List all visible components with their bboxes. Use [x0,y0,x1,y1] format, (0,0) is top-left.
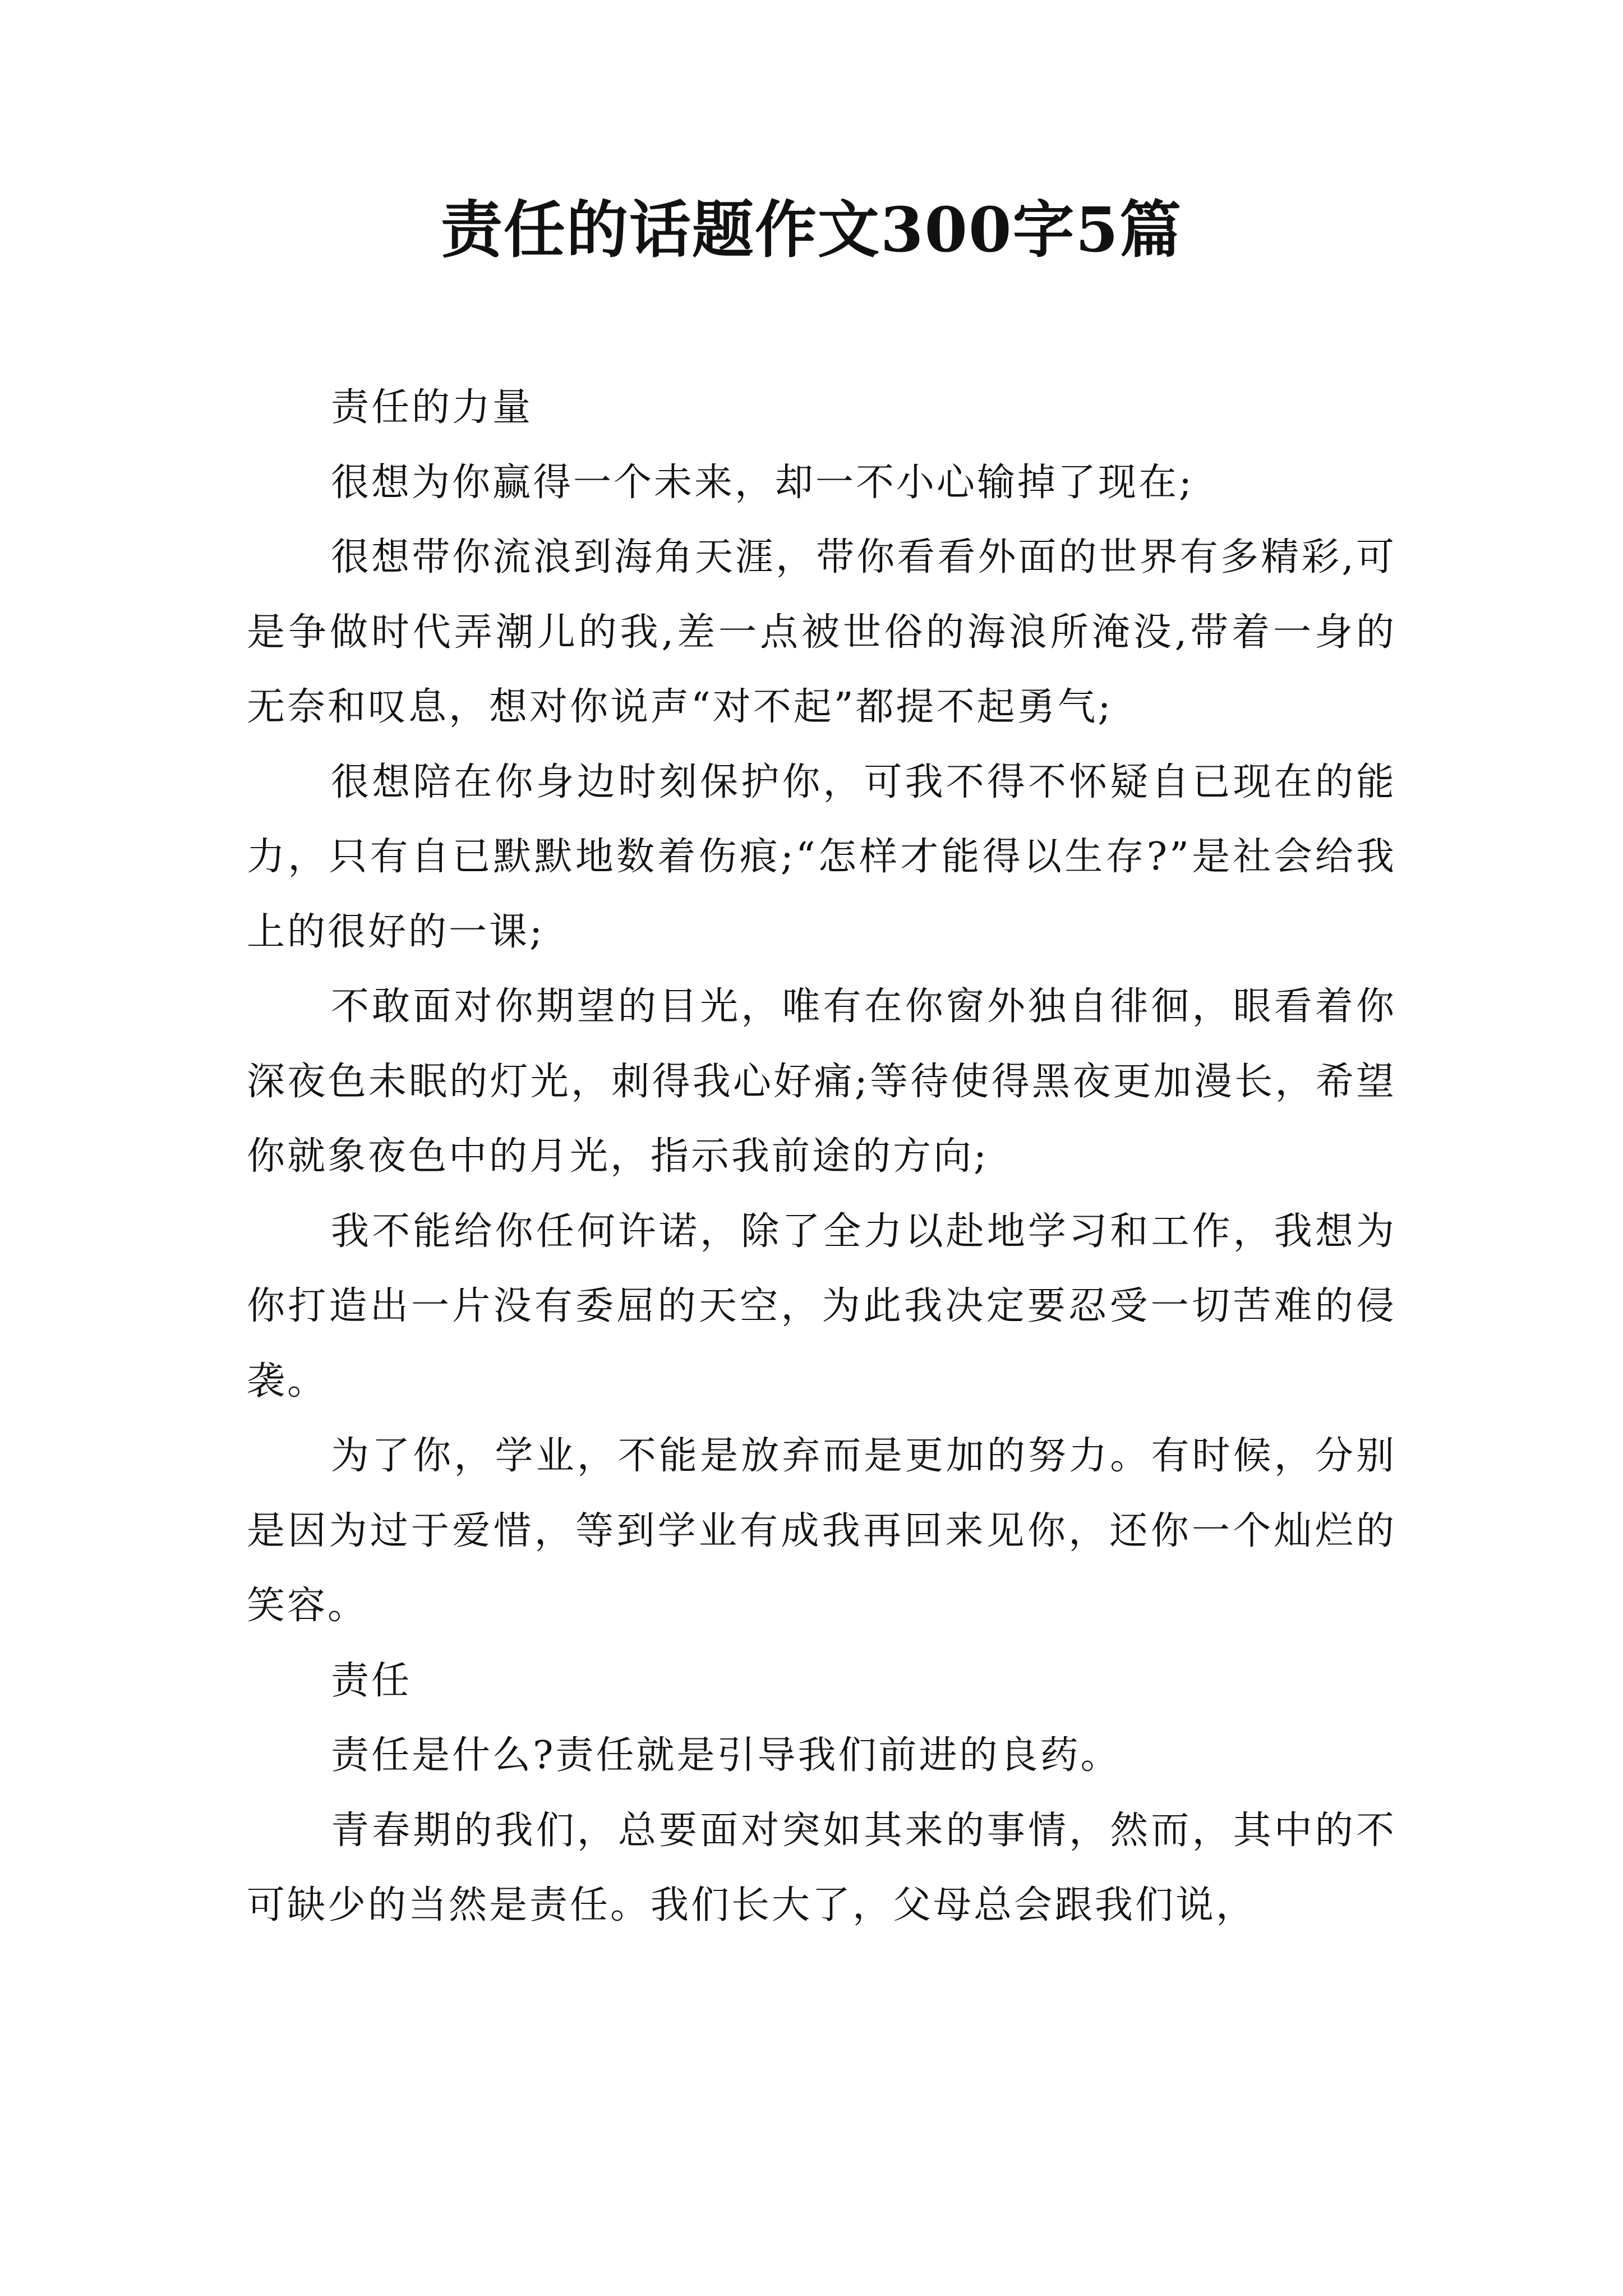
document-body [247,370,1396,1943]
paragraph: 责任 [331,1658,412,1703]
paragraph: 很想陪在你身边时刻保护你，可我不得不怀疑自已现在的能力，只有自已默默地数着伤痕;“怎样才能得以生存?”是社会给我上的很好的一课; [247,760,1396,954]
paragraph: 青春期的我们，总要面对突如其来的事情，然而，其中的不可缺少的当然是责任。我们长大了，父母总会跟我们说， [247,1808,1396,1927]
paragraph: 很想带你流浪到海角天涯，带你看看外面的世界有多精彩,可是争做时代弄潮儿的我,差一点被世俗的海浪所淹没,带着一身的无奈和叹息，想对你说声“对不起”都提不起勇气; [247,535,1396,729]
paragraph: 很想为你赢得一个未来，却一不小心输掉了现在; [331,460,1194,505]
document-title: 责任的话题作文300字5篇 [440,194,1183,266]
paragraph: 不敢面对你期望的目光，唯有在你窗外独自徘徊，眼看着你深夜色未眠的灯光，刺得我心好痛;等待使得黑夜更加漫长，希望你就象夜色中的月光，指示我前途的方向; [247,984,1396,1179]
paragraph: 为了你，学业，不能是放弃而是更加的努力。有时候，分别是因为过于爱惜，等到学业有成我再回来见你，还你一个灿烂的笑容。 [247,1434,1396,1628]
paragraph: 我不能给你任何许诺，除了全力以赴地学习和工作，我想为你打造出一片没有委屈的天空，为此我决定要忍受一切苦难的侵袭。 [247,1209,1396,1404]
paragraph: 责任的力量 [331,385,533,430]
paragraph: 责任是什么?责任就是引导我们前进的良药。 [331,1733,1121,1778]
